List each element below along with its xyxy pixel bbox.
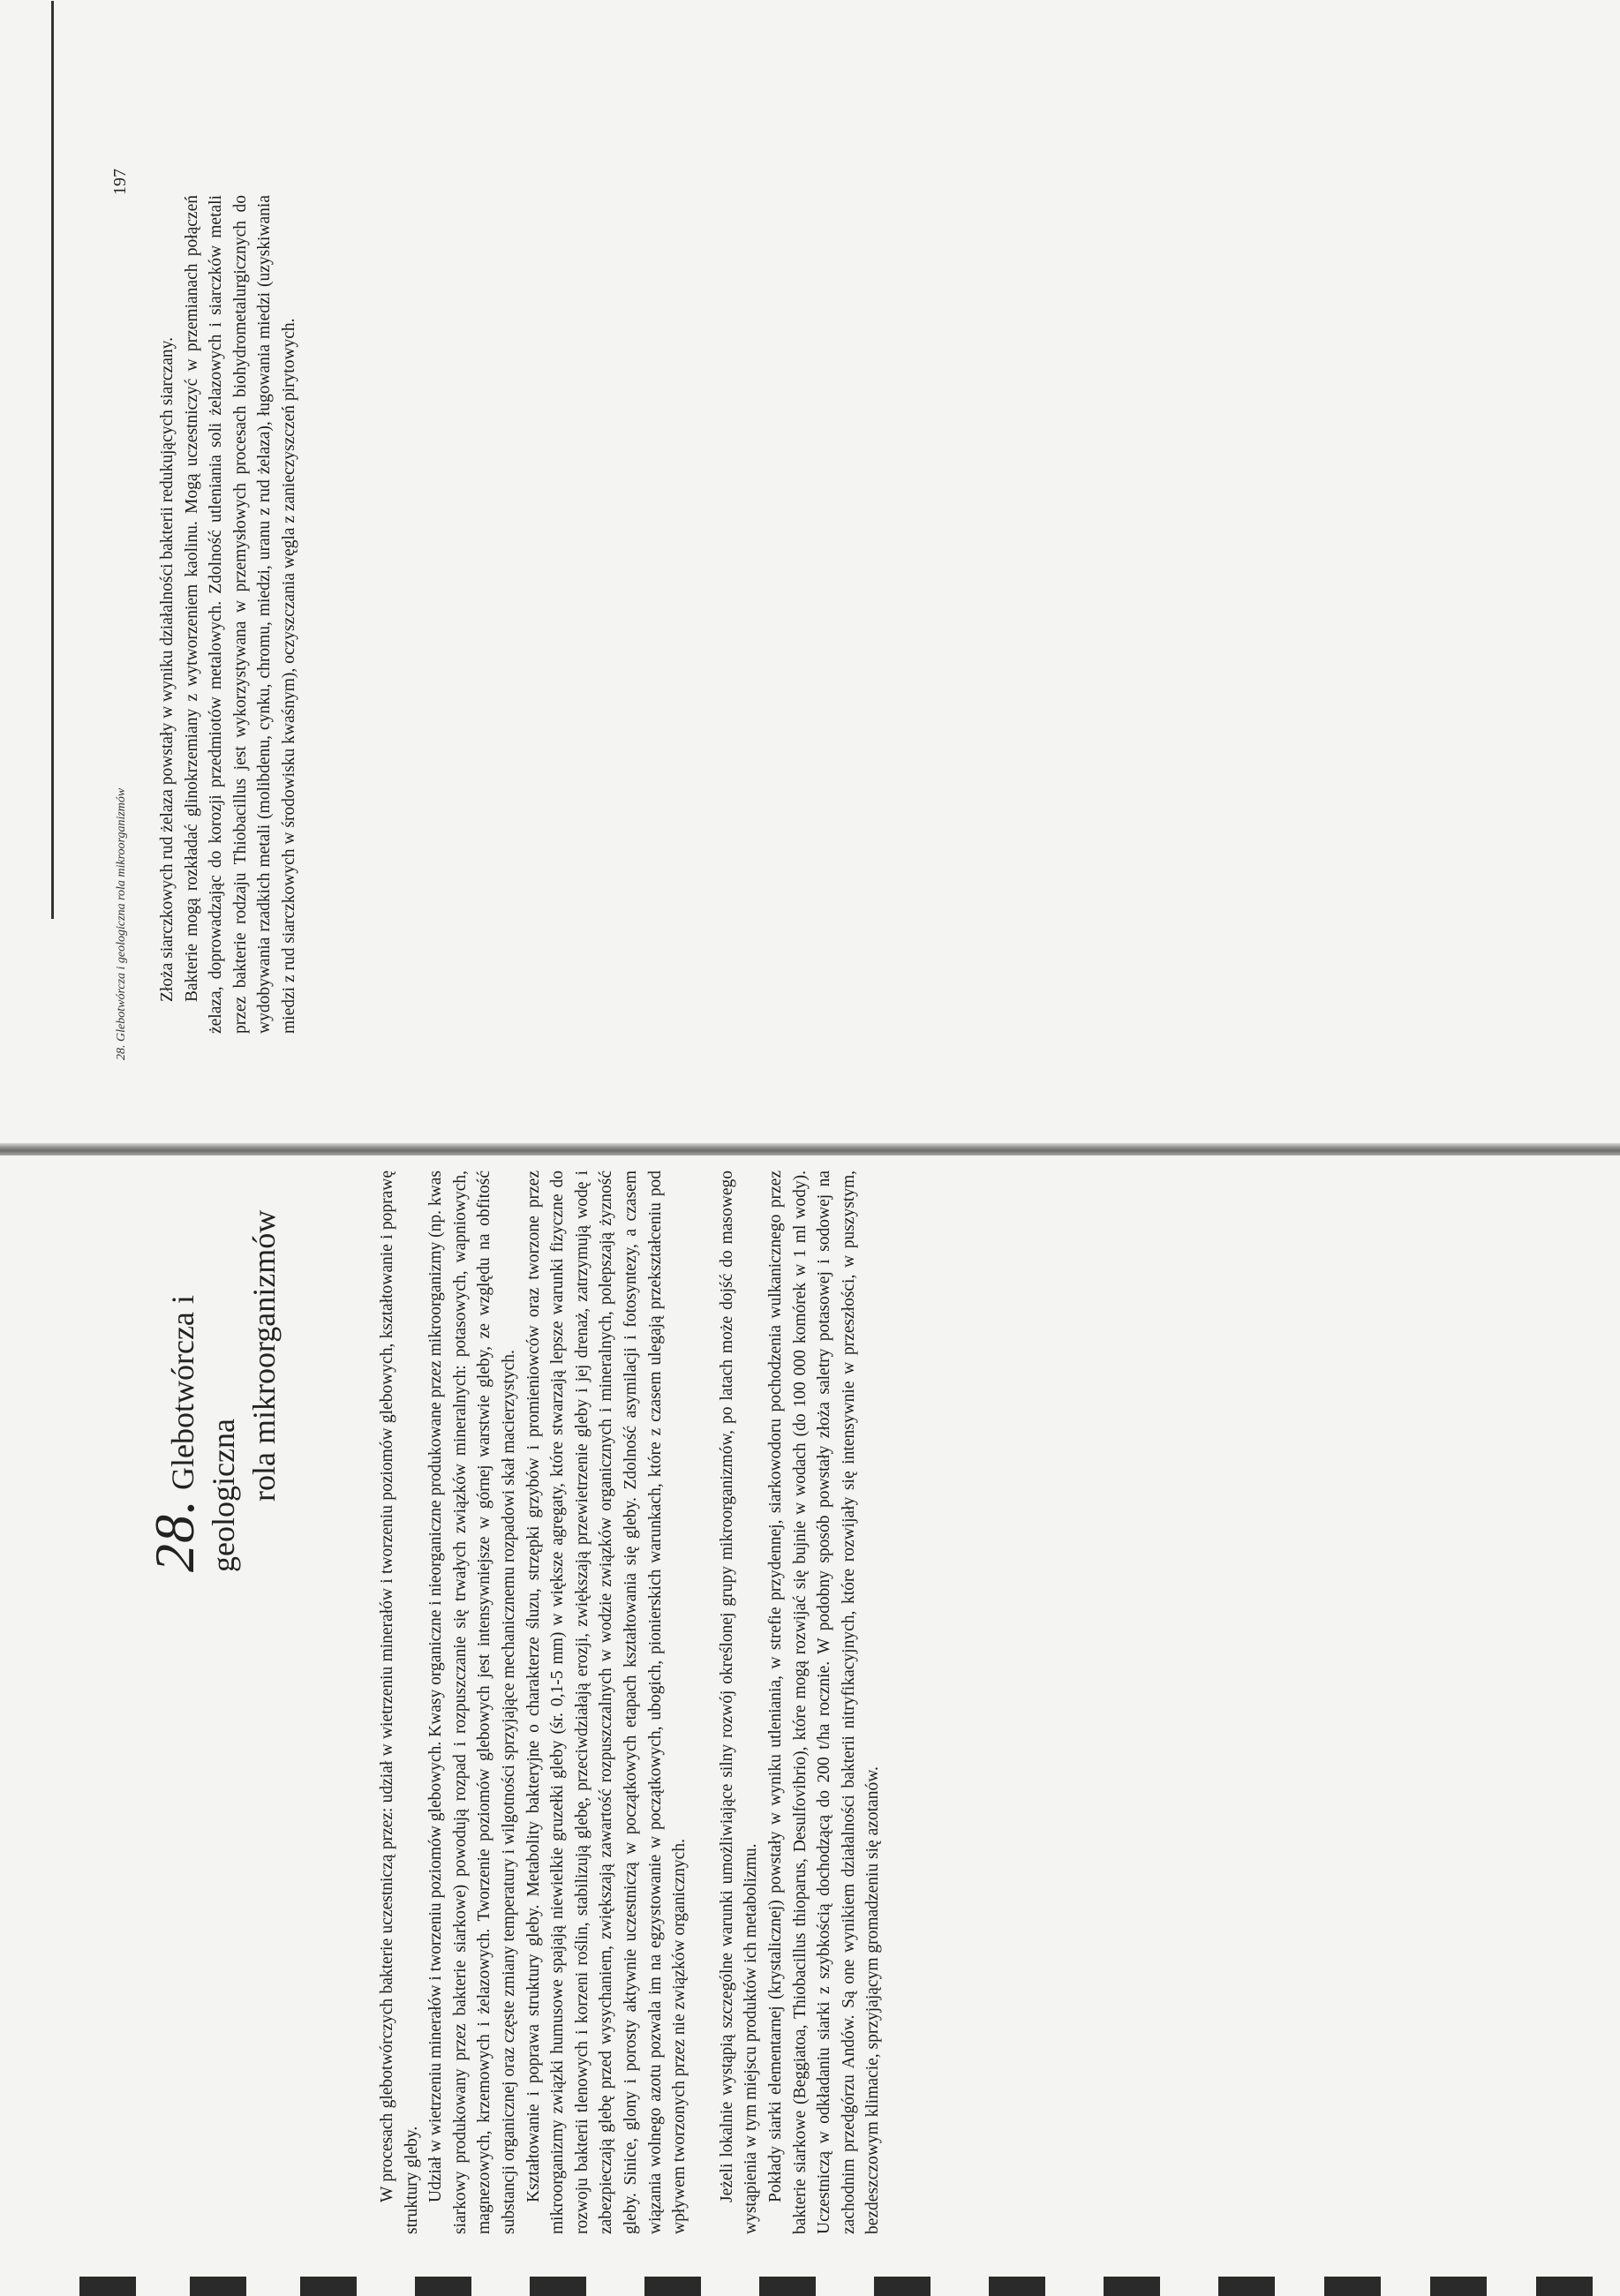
- chapter-title: [143, 1166, 284, 1572]
- binding-punch-mark: [874, 2277, 931, 2296]
- paragraph: Udział w wietrzeniu minerałów i tworzeniu poziomów glebowych. Kwasy organiczne i nieorganiczne produkowane przez mikroorganizmy (np. kwas siarkowy produkowany przez bakterie siarkowe) powodują rozpad i rozpuszczanie się trwałych związków mineralnych: potasowych, wapniowych, magnezowych, krzemowych i żelazowych. Tworzenie poziomów glebowych jest intensywniejsze w górnej warstwie gleby, ze względu na obfitość substancji organicznej oraz częste zmiany temperatury i wilgotności sprzyjające mechanicznemu rozpadowi skał macierzystych.: [426, 1171, 518, 2234]
- binding-punch-mark: [1218, 2277, 1275, 2296]
- binding-punch-mark: [1324, 2277, 1381, 2296]
- left-page-body: [375, 1171, 885, 2234]
- paragraph: Złoża siarczkowych rud żelaza powstały w wyniku działalności bakterii redukujących siarczany.: [158, 337, 177, 1002]
- chapter-title-line-2: rola mikroorganizmów: [246, 1209, 282, 1502]
- paragraph: Pokłady siarki elementarnej (krystalicznej) powstały w wyniku utleniania, w strefie przydennej, siarkowodoru pochodzenia wulkanicznego przez bakterie siarkowe (Beggiatoa, Thiobacillus thioparus, Desulfovibrio), które mogą rozwijać się bujnie w wodach (do 100 000 komórek w 1 ml wody). Uczestniczą w odkładaniu siarki z szybkością dochodzącą do 200 t/ha rocznie. W podobny sposób powstały złoża saletry potasowej i sodowej na zachodnim przedgórzu Andów. Są one wynikiem działalności bakterii nitryfikacyjnych, które rozwijały się intensywnie w przeszłości, w puszystym, bezdeszczowym klimacie, sprzyjającym gromadzeniu się azotanów.: [765, 1171, 883, 2234]
- binding-punch-mark: [190, 2277, 246, 2296]
- binding-punch-mark: [79, 2277, 136, 2296]
- paragraph: W procesach glebotwórczych bakterie uczestniczą przez: udział w wietrzeniu minerałów i tworzeniu poziomów glebowych, kształtowanie i poprawę struktury gleby.: [378, 1171, 421, 2234]
- binding-punch-mark: [1536, 2277, 1593, 2296]
- chapter-title-line-1: Glebotwórcza i geologiczna: [165, 1295, 241, 1572]
- paragraph: Kształtowanie i poprawa struktury gleby. Metabolity bakteryjne o charakterze śluzu, strzępki grzybów i promieniowców oraz tworzone przez mikroorganizmy związki humusowe spajają niewielkie gruzełki gleby (śr. 0,1-5 mm) w większe agregaty, które stwarzają lepsze warunki fizyczne do rozwoju bakterii tlenowych i korzeni roślin, stabilizują glebę, przeciwdziałają erozji, zwiększają przewietrzenie gleby i jej drenaż, zatrzymują wodę i zabezpieczają glebę przed wysychaniem, zwiększają zawartość rozpuszczalnych w wodzie związków organicznych i mineralnych, polepszają żyzność gleby. Sinice, glony i porosty aktywnie uczestniczą w początkowych etapach kształtowania się gleby. Zdolność asymilacji i fotosyntezy, a czasem wiązania wolnego azotu pozwala im na egzystowanie w początkowych, ubogich, pionierskich warunkach, które z czasem ulegają przekształceniu pod wpływem tworzonych przez nie związków organicznych.: [524, 1171, 689, 2234]
- binding-punch-mark: [644, 2277, 701, 2296]
- paragraph: Bakterie mogą rozkładać glinokrzemiany z wytworzeniem kaolinu. Mogą uczestniczyć w przemianach połączeń żelaza, doprowadzając do korozji przedmiotów metalowych. Zdolność utleniania soli żelazowych i siarczków metali przez bakterie rodzaju Thiobacillus jest wykorzystywana w przemysłowych procesach biohydrometalurgicznych do wydobywania rzadkich metali (molibdenu, cynku, chromu, miedzi, uranu z rud żelaza), ługowania miedzi (uzyskiwania miedzi z rud siarczkowych w środowisku kwaśnym), oczyszczania węgla z zanieczyszczeń pirytowych.: [182, 195, 298, 1034]
- binding-punch-mark: [300, 2277, 357, 2296]
- binding-punch-mark: [759, 2277, 816, 2296]
- left-page: [0, 1148, 1620, 2296]
- binding-punch-mark: [530, 2277, 586, 2296]
- binding-punch-mark: [415, 2277, 471, 2296]
- chapter-number: 28.: [143, 1499, 206, 1572]
- binding-punch-mark: [989, 2277, 1045, 2296]
- right-page-body: [155, 195, 302, 1034]
- page-number: 197: [110, 169, 130, 195]
- binding-punch-mark: [1430, 2277, 1487, 2296]
- binding-punch-mark: [1104, 2277, 1160, 2296]
- binding-marks: [0, 2261, 1620, 2296]
- running-head: 28. Glebotwórcza i geologiczna rola mikroorganizmów: [115, 787, 128, 1060]
- paragraph: Jeżeli lokalnie wystąpią szczególne warunki umożliwiające silny rozwój określonej grupy mikroorganizmów, po latach może dojść do masowego wystąpienia w tym miejscu produktów ich metabolizmu.: [717, 1171, 761, 2234]
